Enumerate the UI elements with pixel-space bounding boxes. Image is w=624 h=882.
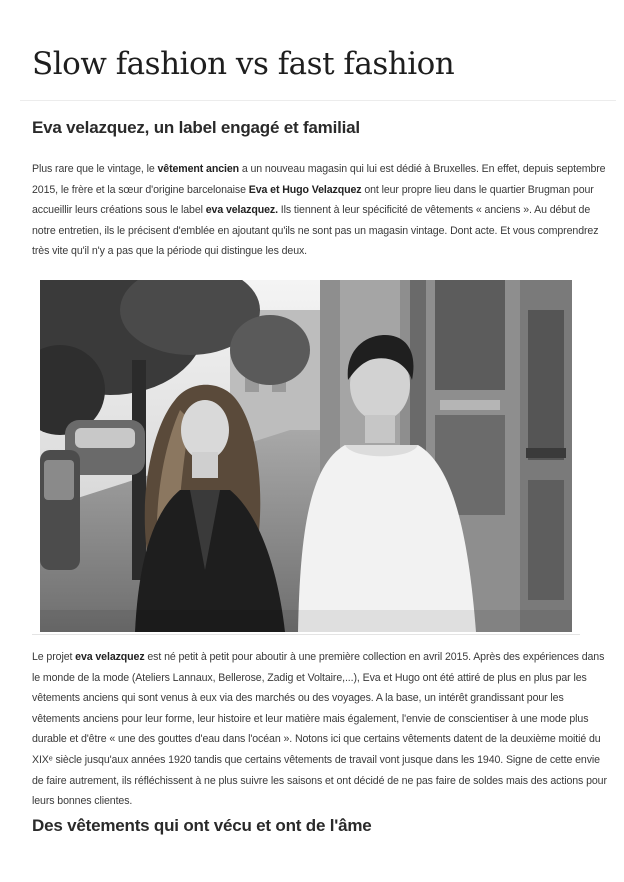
- bold-text-run: vêtement ancien: [157, 163, 240, 175]
- intro-paragraph: [32, 159, 608, 262]
- divider: [20, 100, 616, 101]
- text-run: ont leur propre lieu dans le quartier Brugman pour accueillir leurs créations sous le label: [32, 183, 594, 217]
- text-run: a un nouveau magasin qui lui est dédié à Bruxelles. En effet, depuis septembre 2015, le frère et la sœur d'origine barcelonaise: [32, 163, 606, 196]
- article-photo: [40, 280, 572, 632]
- section-heading-label: Des vêtements qui ont vécu et ont de l'âme: [32, 816, 372, 835]
- bold-text-run: eva velazquez.: [205, 204, 278, 217]
- bold-text-run: Eva et Hugo Velazquez: [248, 183, 362, 196]
- text-run: Plus rare que le vintage, le: [32, 163, 158, 175]
- section-heading-label: Eva velazquez, un label engagé et familial: [32, 118, 360, 137]
- divider: [32, 634, 580, 635]
- text-run: Ils tiennent à leur spécificité de vêtements « anciens ». Au début de notre entretien, ils le précisent d'emblée en ajoutant qu'ils ne sont pas un magasin vintage. Dont acte. Et vous comprendrez très vite qu'il n'y a pas que la période qui distingue les deux.: [32, 204, 599, 258]
- photo-of-eva-and-hugo-velazquez-icon: [40, 280, 572, 632]
- bold-text-run: eva velazquez: [75, 651, 145, 663]
- page-title: Slow fashion vs fast fashion: [32, 46, 455, 82]
- text-run: est né petit à petit pour aboutir à une première collection en avril 2015. Après des expériences dans le monde de la mode (Ateliers Lannaux, Bellerose, Zadig et Voltaire,...), Eva et Hugo ont été attiré de plus en plus par les vêtements anciens qui sont venus à eux via des marchés ou des voyages. A la base, un intérêt grandissant pour les vêtements anciens pour leur forme, leur histoire et leur matière mais également, l'envie de conscientiser à une mode plus durable et d'être « une des gouttes d'eau dans l'océan ». Notons ici que certains vêtements datent de la deuxième moitié du XIXᵉ siècle jusqu'aux années 1920 tandis que certains vêtements de travail vont jusque dans les 1940. Signe de cette envie de faire autrement, ils réfléchissent à ne plus suivre les saisons et ont décidé de ne pas faire de soldes mais des actions pour leurs bonnes clientes.: [32, 651, 607, 808]
- body-paragraph: [32, 647, 608, 812]
- text-run: Le projet: [32, 651, 76, 663]
